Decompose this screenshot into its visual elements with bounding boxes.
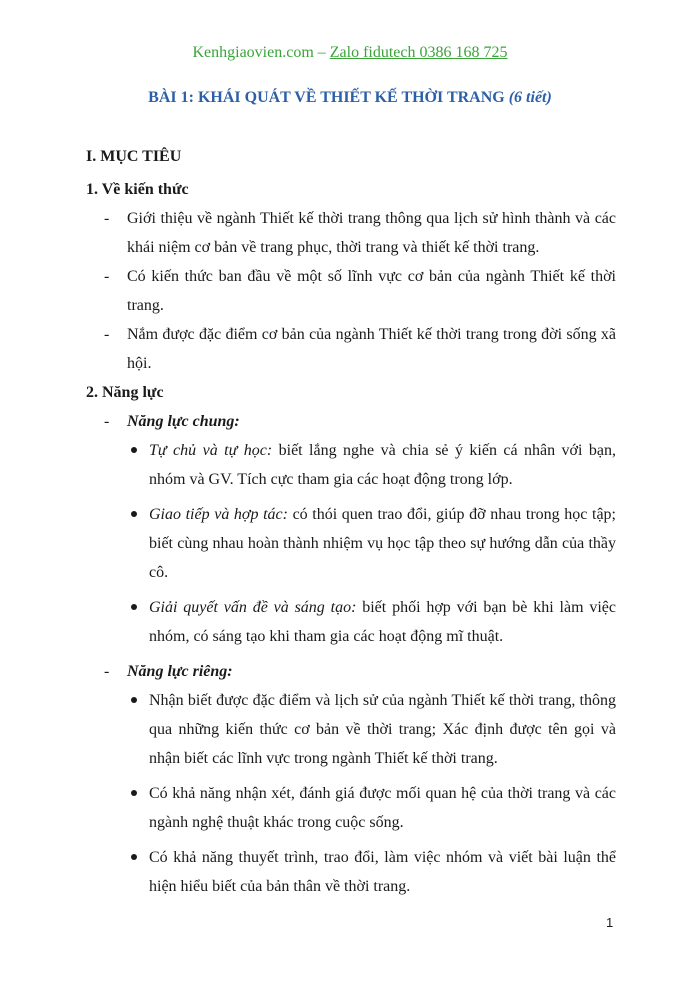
page-number: 1 (606, 915, 614, 930)
bullet-text: Có khả năng nhận xét, đánh giá được mối quan hệ của thời trang và các ngành nghệ thuật khác trong cuộc sống. (149, 785, 616, 831)
bullet-lead: Giao tiếp và hợp tác: (149, 506, 288, 523)
subsection-heading-knowledge: 1. Về kiến thức (86, 181, 189, 198)
specific-competence-bullet (107, 779, 616, 837)
bullet-text: có thói quen trao đổi, giúp đỡ nhau trong học tập; biết cùng nhau hoàn thành nhiệm vụ học tập theo sự hướng dẫn của thầy cô. (149, 506, 616, 581)
bullet-text: biết lắng nghe và chia sẻ ý kiến cá nhân với bạn, nhóm và GV. Tích cực tham gia các hoạt động trong lớp. (149, 442, 617, 488)
bullet-dot-icon (131, 697, 137, 703)
general-competence-bullet (107, 436, 616, 494)
general-competence-title: Năng lực chung: (127, 413, 240, 430)
lesson-title-text: BÀI 1: KHÁI QUÁT VỀ THIẾT KẾ THỜI TRANG (148, 89, 509, 106)
page-header (0, 44, 700, 62)
section-heading-objectives: I. MỤC TIÊU (86, 148, 182, 165)
dash-marker: - (104, 326, 110, 343)
bullet-text: biết phối hợp với bạn bè khi làm việc nhóm, có sáng tạo khi tham gia các hoạt động mĩ thuật. (149, 599, 617, 645)
header-site-link[interactable]: Kenhgiaovien.com (192, 44, 314, 61)
knowledge-item (86, 320, 616, 378)
dash-marker: - (104, 268, 110, 285)
lesson-title (0, 89, 700, 107)
dash-marker: - (104, 210, 110, 227)
general-competence-bullet (107, 593, 616, 651)
specific-competence-header-list (86, 657, 616, 686)
dash-marker: - (104, 663, 110, 680)
dash-marker: - (104, 413, 110, 430)
specific-competence-list (86, 686, 616, 901)
lesson-duration: (6 tiết) (508, 89, 552, 106)
knowledge-item (86, 262, 616, 320)
specific-competence-bullet (107, 686, 616, 773)
general-competence-item (86, 407, 616, 436)
bullet-dot-icon (131, 511, 137, 517)
bullet-dot-icon (131, 790, 137, 796)
specific-competence-bullet (107, 843, 616, 901)
header-separator: – (313, 44, 330, 61)
bullet-dot-icon (131, 604, 137, 610)
bullet-text: Nhận biết được đặc điểm và lịch sử của ngành Thiết kế thời trang, thông qua những kiến thức cơ bản về thời trang; Xác định được tên gọi và nhận biết các lĩnh vực trong ngành Thiết kế thời trang. (149, 692, 616, 767)
header-contact-link[interactable]: Zalo fidutech 0386 168 725 (329, 44, 508, 61)
bullet-dot-icon (131, 854, 137, 860)
specific-competence-item (86, 657, 616, 686)
subsection-heading-competence: 2. Năng lực (86, 384, 164, 401)
general-competence-list (86, 436, 616, 651)
bullet-dot-icon (131, 447, 137, 453)
document-body (86, 142, 616, 907)
knowledge-item-text: Nắm được đặc điểm cơ bản của ngành Thiết kế thời trang trong đời sống xã hội. (127, 326, 616, 372)
knowledge-item (86, 204, 616, 262)
bullet-lead: Giải quyết vấn đề và sáng tạo: (149, 599, 357, 616)
specific-competence-title: Năng lực riêng: (127, 663, 233, 680)
general-competence-bullet (107, 500, 616, 587)
knowledge-item-text: Giới thiệu về ngành Thiết kế thời trang thông qua lịch sử hình thành và các khái niệm cơ bản về trang phục, thời trang và thiết kế thời trang. (127, 210, 616, 256)
competence-list (86, 407, 616, 436)
knowledge-item-text: Có kiến thức ban đầu về một số lĩnh vực cơ bản của ngành Thiết kế thời trang. (127, 268, 616, 314)
bullet-lead: Tự chủ và tự học: (149, 442, 273, 459)
knowledge-list (86, 204, 616, 378)
bullet-text: Có khả năng thuyết trình, trao đổi, làm việc nhóm và viết bài luận thể hiện hiểu biết của bản thân về thời trang. (149, 849, 616, 895)
